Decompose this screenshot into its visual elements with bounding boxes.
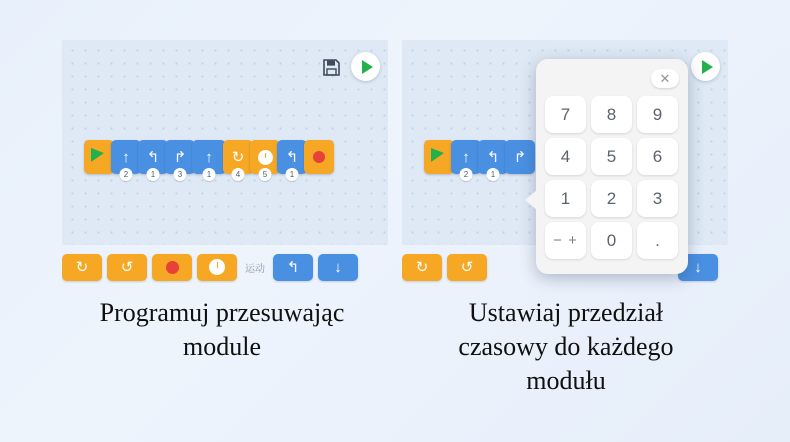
panel-right [402,40,728,283]
rotate-icon: ↻ [231,148,245,166]
caption-left: Programuj przesuwając module [99,298,345,361]
palette-block-rotate-cw[interactable] [447,254,487,281]
key-3[interactable]: 3 [637,180,678,217]
run-button[interactable] [691,52,720,81]
block-arrow-left[interactable] [478,140,508,179]
key-2[interactable]: 2 [591,180,632,217]
key-plus-minus[interactable]: − + [545,222,586,259]
play-icon [362,60,373,74]
programming-canvas-right[interactable] [402,40,728,250]
clock-icon [258,150,273,165]
key-decimal-point[interactable]: . [637,222,678,259]
numeric-keypad-popup[interactable] [536,59,688,274]
block-arrow-left[interactable] [138,140,168,179]
palette-block-arrow-left[interactable] [273,254,313,281]
save-button[interactable] [320,56,342,78]
programming-canvas-left[interactable] [62,40,388,245]
arrow-up-icon: ↑ [205,148,213,166]
palette-block-clock[interactable] [197,254,237,281]
stop-icon [166,261,179,274]
arrow-down-icon: ↓ [334,258,342,276]
block-start-flag[interactable] [424,140,454,174]
palette-block-arrow-down[interactable] [318,254,358,281]
program-sequence-left[interactable] [84,140,331,179]
key-6[interactable]: 6 [637,138,678,175]
block-rotate[interactable] [223,140,253,179]
arrow-up-icon: ↑ [462,148,470,166]
popup-pointer [525,190,537,210]
run-button[interactable] [351,52,380,81]
block-arrow-up[interactable] [192,140,226,179]
stop-icon [313,151,325,163]
block-count-badge: 4 [232,168,245,181]
play-icon [702,60,713,74]
block-count-badge: 1 [147,168,160,181]
block-start-flag[interactable] [84,140,114,174]
block-arrow-up[interactable] [111,140,141,179]
key-8[interactable]: 8 [591,96,632,133]
block-count-badge: 5 [259,168,272,181]
arrow-left-icon: ↰ [486,148,500,166]
block-arrow-right[interactable] [505,140,535,174]
panel-left [62,40,388,283]
block-stop[interactable] [304,140,334,174]
block-clock[interactable] [250,140,280,179]
key-7[interactable]: 7 [545,96,586,133]
block-count-badge: 1 [487,168,500,181]
arrow-right-icon: ↱ [173,148,187,166]
close-icon[interactable]: ✕ [651,69,679,88]
palette-block-rotate-cw[interactable] [107,254,147,281]
palette-block-rotate-ccw[interactable] [402,254,442,281]
arrow-left-icon: ↰ [146,148,160,166]
arrow-down-icon: ↓ [694,258,702,276]
arrow-right-icon: ↱ [513,148,527,166]
key-5[interactable]: 5 [591,138,632,175]
rotate-cw-icon: ↺ [460,258,474,276]
block-palette-left[interactable] [62,251,388,283]
block-count-badge: 2 [120,168,133,181]
block-arrow-left[interactable] [277,140,307,179]
block-count-badge: 2 [460,168,473,181]
key-4[interactable]: 4 [545,138,586,175]
arrow-left-icon: ↰ [285,148,299,166]
key-9[interactable]: 9 [637,96,678,133]
arrow-left-icon: ↰ [286,258,300,276]
arrow-up-icon: ↑ [122,148,130,166]
palette-category-label: 运动 [245,263,265,275]
rotate-cw-icon: ↺ [120,258,134,276]
block-count-badge: 3 [174,168,187,181]
block-arrow-up[interactable] [451,140,481,179]
block-count-badge: 1 [286,168,299,181]
flag-icon [431,148,444,162]
key-1[interactable]: 1 [545,180,586,217]
rotate-ccw-icon: ↻ [415,258,429,276]
key-0[interactable]: 0 [591,222,632,259]
keypad-grid[interactable] [545,96,679,259]
clock-icon [209,259,225,275]
palette-block-rotate-ccw[interactable] [62,254,102,281]
palette-block-stop[interactable] [152,254,192,281]
block-arrow-right[interactable] [165,140,195,179]
flag-icon [91,148,104,162]
rotate-ccw-icon: ↻ [75,258,89,276]
caption-right: Ustawiaj przedział czasowy do każdego modułu [458,298,674,395]
block-count-badge: 1 [203,168,216,181]
